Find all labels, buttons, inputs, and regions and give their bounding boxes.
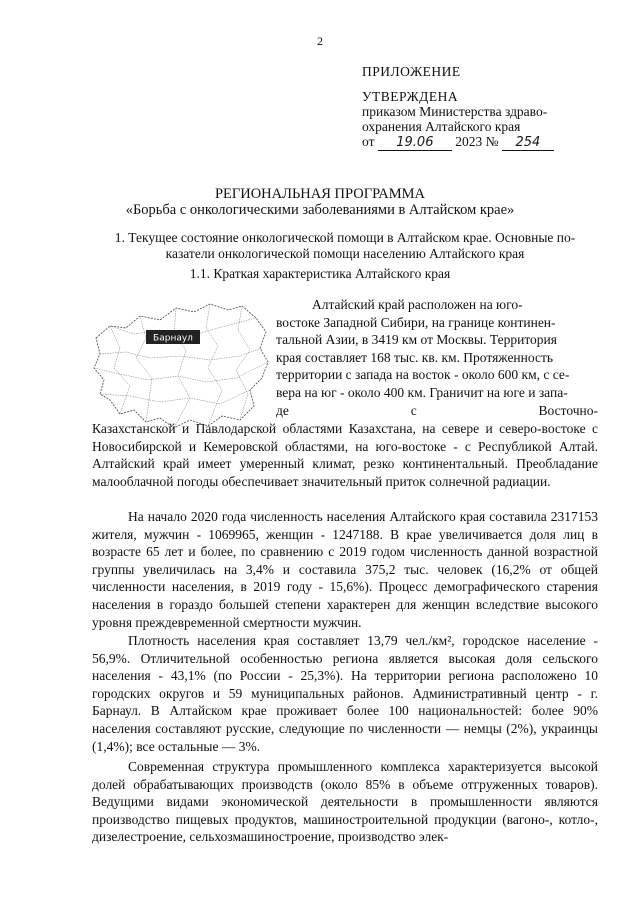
subsection-heading: 1.1. Краткая характеристика Алтайского края <box>189 266 451 281</box>
paragraph-1-continued <box>92 420 598 490</box>
p1-line-6: вера на юг - около 400 км. Граничит на юге и запа- <box>276 384 568 400</box>
title-line-1: РЕГИОНАЛЬНАЯ ПРОГРАММА <box>214 186 426 202</box>
p2-text: На начало 2020 года численность населения Алтайского края составила 2317153 жителя, мужчин - 1069965, женщин - 1247188. В крае увеличивается доля лиц в возрасте 65 лет и более, по сравнению с 2019 годом численность данной возрастной группы увеличилась на 3,4% и составила 375,2 тыс. человек (16,2% от общей численности населения, в 2019 году - 15,6%). Процесс демографического старения населения в гораздо большей степени характерен для женщин вследствие высокого уровня преждевременной смертности мужчин. <box>92 509 598 630</box>
p1-full: Казахстанской и Павлодарской областями Казахстана, на севере и северо-востоке с Новосибирской и Кемеровской областями, на юго-востоке - с Республикой Алтай. Алтайский край имеет умеренный климат, резко континентальный. Преобладание малооблачной погоды обеспечивает значительный приток солнечной радиации. <box>92 421 598 489</box>
program-title <box>0 186 640 218</box>
date-prefix: от <box>362 134 375 149</box>
p1-line-7: де с Восточно- <box>276 402 598 418</box>
paragraph-4 <box>92 758 598 846</box>
approved-label: УТВЕРЖДЕНА <box>362 89 459 104</box>
approval-date-line <box>362 134 622 151</box>
appendix-label: ПРИЛОЖЕНИЕ <box>362 64 461 79</box>
page-number: 2 <box>317 34 323 48</box>
altai-map-icon <box>90 298 276 434</box>
approval-block <box>362 64 622 151</box>
number-prefix: № <box>485 134 499 149</box>
region-map-image <box>90 298 276 434</box>
p1-line-4: края составляет 168 тыс. кв. км. Протяженность <box>276 349 554 365</box>
p4-text: Современная структура промышленного комплекса характеризуется высокой долей обрабатывающих производств (около 85% в объеме отгруженных товаров). Ведущими видами экономической деятельности в промышленности являются производство пищевых продуктов, машиностроительной продукции (вагоно-, котло-, дизелестроение, сельхозмашиностроение, производство элек- <box>92 759 598 845</box>
p1-line-3: тальной Азии, в 3419 км от Москвы. Территория <box>276 332 557 348</box>
map-city-label: Барнаул <box>153 333 193 344</box>
title-line-2: «Борьба с онкологическими заболеваниями в Алтайском крае» <box>125 202 515 218</box>
section-heading-line-1: 1. Текущее состояние онкологической помощи в Алтайском крае. Основные по- <box>114 230 576 245</box>
paragraph-2 <box>92 508 598 631</box>
section-heading <box>90 230 600 261</box>
p1-line-1: Алтайский край расположен на юго- <box>312 297 523 312</box>
section-heading-line-2: казатели онкологической помощи населению Алтайского края <box>165 245 525 261</box>
handwritten-date: 19.06 <box>378 135 452 151</box>
p1-line-2: востоке Западной Сибири, на границе континен- <box>276 314 556 330</box>
p1-line-5: территории с запада на восток - около 600 км, с се- <box>276 367 570 383</box>
handwritten-number: 254 <box>502 135 554 151</box>
paragraph-1-intro <box>276 296 598 419</box>
approval-line-1: приказом Министерства здраво- <box>362 104 548 119</box>
year: 2023 <box>455 134 483 149</box>
p3-text: Плотность населения края составляет 13,79 чел./км², городское население - 56,9%. Отличительной особенностью региона является высокая доля сельского населения - 43,1% (по России - 25,3%). На территории региона расположено 10 городских округов и 59 муниципальных районов. Административный центр - г. Барнаул. В Алтайском крае проживает более 100 национальностей: более 90% населения составляют русские, следующие по численности — немцы (2%), украинцы (1,4%); все остальные — 3%. <box>92 633 598 754</box>
approval-line-2: охранения Алтайского края <box>362 119 521 134</box>
paragraph-3 <box>92 632 598 755</box>
